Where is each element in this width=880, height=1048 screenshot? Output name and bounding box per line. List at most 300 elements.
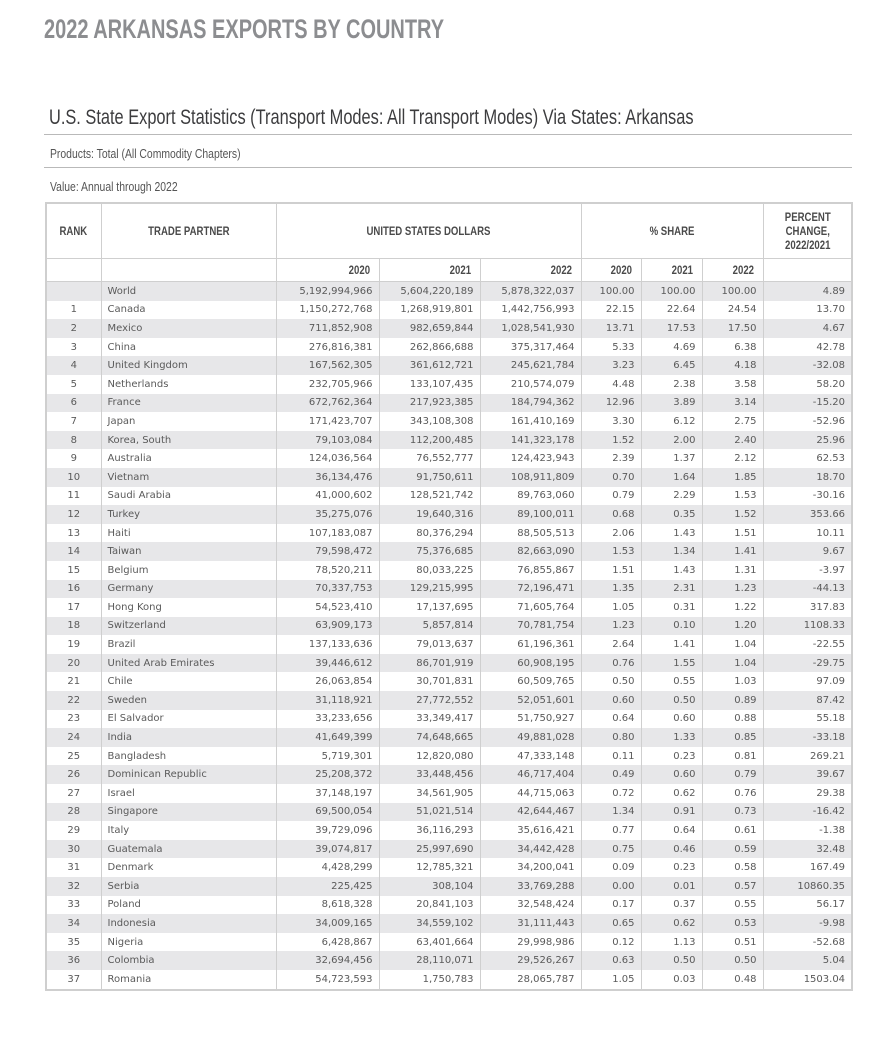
share-2020-cell: 12.96 — [581, 394, 641, 413]
share-2022-cell: 1.20 — [702, 617, 763, 636]
partner-cell: Brazil — [101, 635, 276, 654]
table-row — [46, 598, 852, 617]
rank-cell: 19 — [46, 635, 101, 654]
share-2022-cell: 1.04 — [702, 635, 763, 654]
share-2021-cell: 0.46 — [641, 840, 702, 859]
usd-2022-cell: 33,769,288 — [480, 877, 581, 896]
usd-2020-cell: 36,134,476 — [276, 468, 379, 487]
table-row — [46, 691, 852, 710]
rank-cell: 9 — [46, 449, 101, 468]
usd-2020-cell: 70,337,753 — [276, 580, 379, 599]
usd-2020-cell: 31,118,921 — [276, 691, 379, 710]
usd-2020-cell: 41,649,399 — [276, 728, 379, 747]
year-header-usd-2022: 2022 — [480, 259, 581, 282]
usd-2021-cell: 80,376,294 — [379, 524, 480, 543]
rank-cell: 6 — [46, 394, 101, 413]
usd-2022-cell: 76,855,867 — [480, 561, 581, 580]
percent-change-cell: -30.16 — [763, 487, 852, 506]
percent-change-cell: 13.70 — [763, 301, 852, 320]
usd-2021-cell: 75,376,685 — [379, 542, 480, 561]
usd-2022-cell: 88,505,513 — [480, 524, 581, 543]
share-2021-cell: 0.50 — [641, 691, 702, 710]
share-2020-cell: 3.30 — [581, 412, 641, 431]
col-header-rank: RANK — [46, 203, 101, 259]
year-header-share-2022: 2022 — [702, 259, 763, 282]
usd-2021-cell: 129,215,995 — [379, 580, 480, 599]
rank-cell: 11 — [46, 487, 101, 506]
share-2021-cell: 0.62 — [641, 914, 702, 933]
usd-2020-cell: 39,074,817 — [276, 840, 379, 859]
usd-2020-cell: 711,852,908 — [276, 319, 379, 338]
share-2020-cell: 0.63 — [581, 951, 641, 970]
share-2022-cell: 0.88 — [702, 710, 763, 729]
share-2021-cell: 0.01 — [641, 877, 702, 896]
usd-2021-cell: 19,640,316 — [379, 505, 480, 524]
table-row — [46, 617, 852, 636]
table-row — [46, 765, 852, 784]
share-2021-cell: 100.00 — [641, 282, 702, 301]
usd-2022-cell: 108,911,809 — [480, 468, 581, 487]
header-row — [46, 203, 852, 259]
table-row — [46, 803, 852, 822]
usd-2020-cell: 32,694,456 — [276, 951, 379, 970]
table-row — [46, 877, 852, 896]
partner-cell: Italy — [101, 821, 276, 840]
year-header-usd-2020: 2020 — [276, 259, 379, 282]
table-row — [46, 840, 852, 859]
share-2021-cell: 1.64 — [641, 468, 702, 487]
usd-2020-cell: 225,425 — [276, 877, 379, 896]
percent-change-cell: 5.04 — [763, 951, 852, 970]
usd-2021-cell: 28,110,071 — [379, 951, 480, 970]
rank-cell: 32 — [46, 877, 101, 896]
report-subtitle: U.S. State Export Statistics (Transport Modes: All Transport Modes) Via States: Arkansas — [49, 106, 694, 129]
partner-cell: Haiti — [101, 524, 276, 543]
table-row — [46, 449, 852, 468]
share-2021-cell: 0.31 — [641, 598, 702, 617]
partner-cell: Saudi Arabia — [101, 487, 276, 506]
partner-cell: Nigeria — [101, 933, 276, 952]
partner-cell: Germany — [101, 580, 276, 599]
table-row — [46, 580, 852, 599]
rank-cell: 2 — [46, 319, 101, 338]
share-2021-cell: 2.00 — [641, 431, 702, 450]
partner-cell: Mexico — [101, 319, 276, 338]
products-note: Products: Total (All Commodity Chapters) — [50, 146, 241, 161]
usd-2021-cell: 25,997,690 — [379, 840, 480, 859]
rank-cell: 16 — [46, 580, 101, 599]
usd-2022-cell: 5,878,322,037 — [480, 282, 581, 301]
share-2021-cell: 0.35 — [641, 505, 702, 524]
usd-2022-cell: 61,196,361 — [480, 635, 581, 654]
share-2022-cell: 3.14 — [702, 394, 763, 413]
share-2020-cell: 0.72 — [581, 784, 641, 803]
table-row — [46, 412, 852, 431]
share-2020-cell: 0.12 — [581, 933, 641, 952]
usd-2021-cell: 34,561,905 — [379, 784, 480, 803]
share-2022-cell: 1.22 — [702, 598, 763, 617]
year-header-share-2020: 2020 — [581, 259, 641, 282]
share-2020-cell: 0.00 — [581, 877, 641, 896]
usd-2020-cell: 26,063,854 — [276, 672, 379, 691]
usd-2020-cell: 35,275,076 — [276, 505, 379, 524]
usd-2020-cell: 34,009,165 — [276, 914, 379, 933]
partner-cell: Chile — [101, 672, 276, 691]
share-2022-cell: 0.51 — [702, 933, 763, 952]
usd-2022-cell: 31,111,443 — [480, 914, 581, 933]
percent-change-cell: 10860.35 — [763, 877, 852, 896]
percent-change-cell: 42.78 — [763, 338, 852, 357]
percent-change-cell: 97.09 — [763, 672, 852, 691]
partner-cell: India — [101, 728, 276, 747]
usd-2022-cell: 71,605,764 — [480, 598, 581, 617]
table-row — [46, 784, 852, 803]
share-2021-cell: 2.31 — [641, 580, 702, 599]
share-2021-cell: 0.03 — [641, 970, 702, 990]
share-2022-cell: 1.51 — [702, 524, 763, 543]
share-2022-cell: 1.41 — [702, 542, 763, 561]
partner-cell: Colombia — [101, 951, 276, 970]
usd-2021-cell: 1,750,783 — [379, 970, 480, 990]
partner-cell: Bangladesh — [101, 747, 276, 766]
usd-2022-cell: 29,998,986 — [480, 933, 581, 952]
usd-2022-cell: 210,574,079 — [480, 375, 581, 394]
rank-cell: 12 — [46, 505, 101, 524]
share-2020-cell: 0.49 — [581, 765, 641, 784]
usd-2021-cell: 5,857,814 — [379, 617, 480, 636]
percent-change-cell: -52.96 — [763, 412, 852, 431]
rank-cell: 5 — [46, 375, 101, 394]
rank-cell: 35 — [46, 933, 101, 952]
percent-change-cell: 55.18 — [763, 710, 852, 729]
table-row — [46, 635, 852, 654]
table-row — [46, 542, 852, 561]
share-2022-cell: 0.81 — [702, 747, 763, 766]
table-row — [46, 933, 852, 952]
partner-cell: United Kingdom — [101, 356, 276, 375]
rank-cell: 26 — [46, 765, 101, 784]
partner-cell: Israel — [101, 784, 276, 803]
usd-2021-cell: 33,448,456 — [379, 765, 480, 784]
usd-2022-cell: 49,881,028 — [480, 728, 581, 747]
usd-2020-cell: 137,133,636 — [276, 635, 379, 654]
rank-cell: 28 — [46, 803, 101, 822]
divider — [44, 134, 852, 135]
percent-change-cell: -3.97 — [763, 561, 852, 580]
usd-2021-cell: 1,268,919,801 — [379, 301, 480, 320]
rank-cell: 14 — [46, 542, 101, 561]
rank-cell: 24 — [46, 728, 101, 747]
rank-cell: 13 — [46, 524, 101, 543]
table-row — [46, 301, 852, 320]
rank-cell: 10 — [46, 468, 101, 487]
share-2020-cell: 0.80 — [581, 728, 641, 747]
partner-cell: Singapore — [101, 803, 276, 822]
share-2022-cell: 0.85 — [702, 728, 763, 747]
usd-2020-cell: 41,000,602 — [276, 487, 379, 506]
percent-change-cell: 87.42 — [763, 691, 852, 710]
percent-change-cell: 56.17 — [763, 896, 852, 915]
share-2020-cell: 2.06 — [581, 524, 641, 543]
year-header-blank — [763, 259, 852, 282]
table-row — [46, 970, 852, 990]
share-2021-cell: 0.64 — [641, 821, 702, 840]
share-2020-cell: 1.35 — [581, 580, 641, 599]
share-2021-cell: 0.60 — [641, 765, 702, 784]
share-2022-cell: 3.58 — [702, 375, 763, 394]
usd-2021-cell: 217,923,385 — [379, 394, 480, 413]
usd-2021-cell: 5,604,220,189 — [379, 282, 480, 301]
usd-2021-cell: 36,116,293 — [379, 821, 480, 840]
year-header-blank — [46, 259, 101, 282]
partner-cell: El Salvador — [101, 710, 276, 729]
share-2020-cell: 0.09 — [581, 858, 641, 877]
usd-2020-cell: 5,719,301 — [276, 747, 379, 766]
table-row — [46, 654, 852, 673]
table-row — [46, 896, 852, 915]
col-header-share: % SHARE — [581, 203, 763, 259]
table-row — [46, 487, 852, 506]
usd-2022-cell: 34,200,041 — [480, 858, 581, 877]
year-header-blank — [101, 259, 276, 282]
share-2022-cell: 0.61 — [702, 821, 763, 840]
usd-2021-cell: 51,021,514 — [379, 803, 480, 822]
usd-2022-cell: 141,323,178 — [480, 431, 581, 450]
usd-2022-cell: 29,526,267 — [480, 951, 581, 970]
usd-2022-cell: 42,644,467 — [480, 803, 581, 822]
usd-2020-cell: 39,446,612 — [276, 654, 379, 673]
share-2020-cell: 0.68 — [581, 505, 641, 524]
partner-cell: Canada — [101, 301, 276, 320]
partner-cell: Japan — [101, 412, 276, 431]
share-2022-cell: 0.79 — [702, 765, 763, 784]
share-2022-cell: 0.58 — [702, 858, 763, 877]
share-2021-cell: 6.12 — [641, 412, 702, 431]
share-2020-cell: 0.60 — [581, 691, 641, 710]
usd-2021-cell: 30,701,831 — [379, 672, 480, 691]
share-2021-cell: 0.62 — [641, 784, 702, 803]
share-2021-cell: 1.13 — [641, 933, 702, 952]
usd-2021-cell: 12,785,321 — [379, 858, 480, 877]
share-2022-cell: 2.12 — [702, 449, 763, 468]
percent-change-cell: 18.70 — [763, 468, 852, 487]
share-2021-cell: 0.60 — [641, 710, 702, 729]
partner-cell: Denmark — [101, 858, 276, 877]
partner-cell: Vietnam — [101, 468, 276, 487]
rank-cell: 7 — [46, 412, 101, 431]
share-2022-cell: 0.53 — [702, 914, 763, 933]
usd-2021-cell: 34,559,102 — [379, 914, 480, 933]
percent-change-cell: 9.67 — [763, 542, 852, 561]
usd-2021-cell: 91,750,611 — [379, 468, 480, 487]
percent-change-cell: -15.20 — [763, 394, 852, 413]
usd-2020-cell: 78,520,211 — [276, 561, 379, 580]
share-2022-cell: 0.50 — [702, 951, 763, 970]
share-2020-cell: 22.15 — [581, 301, 641, 320]
page-title: 2022 ARKANSAS EXPORTS BY COUNTRY — [44, 14, 445, 44]
share-2022-cell: 1.53 — [702, 487, 763, 506]
percent-change-cell: 32.48 — [763, 840, 852, 859]
share-2021-cell: 22.64 — [641, 301, 702, 320]
share-2021-cell: 1.34 — [641, 542, 702, 561]
usd-2021-cell: 112,200,485 — [379, 431, 480, 450]
partner-cell: Indonesia — [101, 914, 276, 933]
share-2021-cell: 1.33 — [641, 728, 702, 747]
table-row — [46, 282, 852, 301]
usd-2022-cell: 124,423,943 — [480, 449, 581, 468]
rank-cell — [46, 282, 101, 301]
share-2022-cell: 0.89 — [702, 691, 763, 710]
usd-2022-cell: 89,763,060 — [480, 487, 581, 506]
usd-2022-cell: 60,908,195 — [480, 654, 581, 673]
rank-cell: 17 — [46, 598, 101, 617]
usd-2020-cell: 276,816,381 — [276, 338, 379, 357]
share-2021-cell: 4.69 — [641, 338, 702, 357]
share-2022-cell: 0.55 — [702, 896, 763, 915]
rank-cell: 25 — [46, 747, 101, 766]
usd-2020-cell: 54,523,410 — [276, 598, 379, 617]
usd-2021-cell: 982,659,844 — [379, 319, 480, 338]
share-2020-cell: 1.23 — [581, 617, 641, 636]
rank-cell: 15 — [46, 561, 101, 580]
usd-2022-cell: 51,750,927 — [480, 710, 581, 729]
usd-2020-cell: 8,618,328 — [276, 896, 379, 915]
usd-2022-cell: 52,051,601 — [480, 691, 581, 710]
rank-cell: 37 — [46, 970, 101, 990]
table-row — [46, 394, 852, 413]
partner-cell: Korea, South — [101, 431, 276, 450]
usd-2021-cell: 33,349,417 — [379, 710, 480, 729]
usd-2020-cell: 5,192,994,966 — [276, 282, 379, 301]
share-2021-cell: 0.91 — [641, 803, 702, 822]
table-row — [46, 468, 852, 487]
usd-2022-cell: 35,616,421 — [480, 821, 581, 840]
partner-cell: Belgium — [101, 561, 276, 580]
usd-2021-cell: 343,108,308 — [379, 412, 480, 431]
rank-cell: 36 — [46, 951, 101, 970]
usd-2020-cell: 79,103,084 — [276, 431, 379, 450]
share-2021-cell: 1.43 — [641, 561, 702, 580]
partner-cell: Hong Kong — [101, 598, 276, 617]
usd-2022-cell: 32,548,424 — [480, 896, 581, 915]
usd-2020-cell: 232,705,966 — [276, 375, 379, 394]
percent-change-cell: 1503.04 — [763, 970, 852, 990]
percent-change-cell: -33.18 — [763, 728, 852, 747]
usd-2022-cell: 161,410,169 — [480, 412, 581, 431]
percent-change-cell: -22.55 — [763, 635, 852, 654]
col-header-change: PERCENT CHANGE, 2022/2021 — [763, 203, 852, 259]
share-2022-cell: 2.40 — [702, 431, 763, 450]
usd-2021-cell: 308,104 — [379, 877, 480, 896]
rank-cell: 31 — [46, 858, 101, 877]
share-2022-cell: 0.57 — [702, 877, 763, 896]
usd-2020-cell: 37,148,197 — [276, 784, 379, 803]
table-body — [46, 282, 852, 990]
usd-2021-cell: 12,820,080 — [379, 747, 480, 766]
rank-cell: 34 — [46, 914, 101, 933]
table-row — [46, 672, 852, 691]
share-2021-cell: 0.23 — [641, 858, 702, 877]
share-2020-cell: 0.11 — [581, 747, 641, 766]
share-2020-cell: 5.33 — [581, 338, 641, 357]
share-2022-cell: 0.73 — [702, 803, 763, 822]
partner-cell: Poland — [101, 896, 276, 915]
percent-change-cell: -52.68 — [763, 933, 852, 952]
share-2020-cell: 100.00 — [581, 282, 641, 301]
table-row — [46, 858, 852, 877]
percent-change-cell: 62.53 — [763, 449, 852, 468]
partner-cell: Turkey — [101, 505, 276, 524]
share-2022-cell: 0.59 — [702, 840, 763, 859]
share-2022-cell: 2.75 — [702, 412, 763, 431]
rank-cell: 18 — [46, 617, 101, 636]
divider — [44, 167, 852, 168]
table-row — [46, 319, 852, 338]
year-header-row — [46, 259, 852, 282]
share-2020-cell: 0.64 — [581, 710, 641, 729]
rank-cell: 8 — [46, 431, 101, 450]
share-2022-cell: 100.00 — [702, 282, 763, 301]
share-2020-cell: 0.76 — [581, 654, 641, 673]
share-2022-cell: 0.76 — [702, 784, 763, 803]
percent-change-cell: 39.67 — [763, 765, 852, 784]
share-2021-cell: 0.37 — [641, 896, 702, 915]
percent-change-cell: -32.08 — [763, 356, 852, 375]
usd-2022-cell: 70,781,754 — [480, 617, 581, 636]
partner-cell: Serbia — [101, 877, 276, 896]
percent-change-cell: 167.49 — [763, 858, 852, 877]
usd-2020-cell: 167,562,305 — [276, 356, 379, 375]
share-2020-cell: 0.79 — [581, 487, 641, 506]
partner-cell: Sweden — [101, 691, 276, 710]
usd-2021-cell: 361,612,721 — [379, 356, 480, 375]
percent-change-cell: 1108.33 — [763, 617, 852, 636]
percent-change-cell: 29.38 — [763, 784, 852, 803]
usd-2020-cell: 6,428,867 — [276, 933, 379, 952]
col-header-partner: TRADE PARTNER — [101, 203, 276, 259]
partner-cell: World — [101, 282, 276, 301]
usd-2020-cell: 4,428,299 — [276, 858, 379, 877]
percent-change-cell: 58.20 — [763, 375, 852, 394]
share-2021-cell: 0.50 — [641, 951, 702, 970]
percent-change-cell: 10.11 — [763, 524, 852, 543]
usd-2021-cell: 76,552,777 — [379, 449, 480, 468]
rank-cell: 23 — [46, 710, 101, 729]
usd-2020-cell: 1,150,272,768 — [276, 301, 379, 320]
share-2020-cell: 1.51 — [581, 561, 641, 580]
partner-cell: Taiwan — [101, 542, 276, 561]
table-row — [46, 505, 852, 524]
usd-2020-cell: 33,233,656 — [276, 710, 379, 729]
percent-change-cell: -1.38 — [763, 821, 852, 840]
share-2022-cell: 24.54 — [702, 301, 763, 320]
percent-change-cell: 353.66 — [763, 505, 852, 524]
table-row — [46, 524, 852, 543]
usd-2022-cell: 46,717,404 — [480, 765, 581, 784]
share-2020-cell: 1.34 — [581, 803, 641, 822]
usd-2021-cell: 20,841,103 — [379, 896, 480, 915]
usd-2020-cell: 54,723,593 — [276, 970, 379, 990]
rank-cell: 30 — [46, 840, 101, 859]
usd-2020-cell: 79,598,472 — [276, 542, 379, 561]
share-2020-cell: 0.75 — [581, 840, 641, 859]
percent-change-cell: -44.13 — [763, 580, 852, 599]
usd-2022-cell: 184,794,362 — [480, 394, 581, 413]
year-header-usd-2021: 2021 — [379, 259, 480, 282]
share-2020-cell: 0.70 — [581, 468, 641, 487]
rank-cell: 4 — [46, 356, 101, 375]
rank-cell: 22 — [46, 691, 101, 710]
